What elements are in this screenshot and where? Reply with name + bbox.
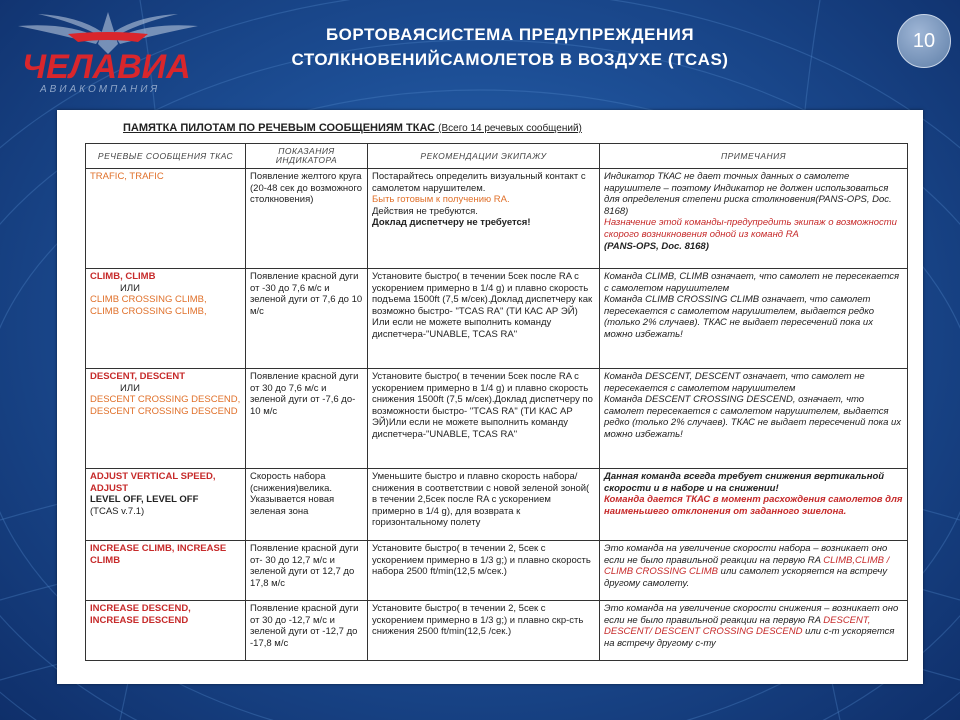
indicator-text: Появление красной дуги от- 30 до 12,7 м/с и зеленой дуги от 12,7 до 17,8 м/с (250, 543, 359, 589)
recommendation-cell (368, 601, 600, 661)
indicator-cell (246, 469, 368, 541)
table-row (86, 601, 908, 661)
message-text: DESCENT CROSSING DESCEND, (90, 394, 241, 406)
message-text: LEVEL OFF, LEVEL OFF (90, 494, 199, 506)
rec-text: Или если не можете выполнить команду диспетчера-"UNABLE, TCAS RA" (372, 317, 552, 340)
notes-text: Команда дается ТКАС в момент расхождения самолетов для наименьшего отклонения от заданного эшелона. (604, 494, 903, 517)
rec-text: Установите быстро( в течении 5сек после RA с ускорением примерно в 1/4 g) и плавно скорость снижения 1500ft (7,5 м/сек).Доклад диспетчеру по возможности быстро- "TCAS RA" (ТИ КАС АР ЭЙ)Или если не можете выполнить команду диспетчера-"UNABLE, TCAS RA" (372, 371, 593, 440)
message-cell (86, 169, 246, 269)
rec-text: Действия не требуются. (372, 205, 478, 217)
column-header: РЕКОМЕНДАЦИИ ЭКИПАЖУ (368, 144, 600, 169)
notes-text: или самолет ускоряется на встречу другому самолету. (604, 566, 888, 589)
notes-text: (PANS-OPS, Doc. 8168) (604, 240, 709, 252)
title-line-2: СТОЛКНОВЕНИЙСАМОЛЕТОВ В ВОЗДУХЕ (TCAS) (291, 50, 729, 69)
message-text: CLIMB, CLIMB (90, 271, 156, 282)
notes-text: Команда CLIMB, CLIMB означает, что самолет не пересекается с самолетом нарушителем (604, 271, 900, 294)
table-row (86, 169, 908, 269)
recommendation-cell (368, 541, 600, 601)
notes-highlight: CLIMB,CLIMB / CLIMB CROSSING CLIMB (604, 554, 890, 578)
indicator-text: Появление красной дуги от 30 до -12,7 м/с и зеленой дуги от -12,7 до -17,8 м/с (250, 603, 359, 649)
logo-subtitle: АВИАКОМПАНИЯ (40, 84, 161, 95)
indicator-text: Появление желтого круга (250, 171, 362, 182)
notes-cell (600, 369, 908, 469)
indicator-cell (246, 169, 368, 269)
slide-title (230, 22, 790, 72)
title-line-1: БОРТОВАЯСИСТЕМА ПРЕДУПРЕЖДЕНИЯ (325, 25, 695, 44)
notes-text: Назначение этой команды-предупредить экипаж о возможности скорого возникновения одной из команд RA (604, 217, 897, 240)
message-cell (86, 541, 246, 601)
rec-text: Быть готовым к получению RA. (372, 194, 510, 206)
indicator-text: Появление красной дуги от -30 до 7,6 м/с и зеленой дуги от 7,6 до 10 м/с (250, 271, 363, 317)
recommendation-cell (368, 269, 600, 369)
notes-text: Команда CLIMB CROSSING CLIMB означает, что самолет пересекается с самолетом нарушителем, выдается редко (только 2% случаев). ТКАС не выдает пересечений пока их можно избежать! (604, 294, 875, 340)
table-row (86, 541, 908, 601)
message-text: ADJUST VERTICAL SPEED, ADJUST (90, 471, 216, 494)
notes-cell (600, 269, 908, 369)
rec-text: Установите быстро( в течении 2, 5сек с ускорением примерно в 1/3 g;) и плавно скорость набора 2500 ft/min(12,5 м/сек.) (372, 543, 591, 578)
rec-text: Установите быстро( в течении 2, 5сек с ускорением примерно в 1/3 g;) и плавно скр-сть снижения 2500 ft/min(12,5 /сек.) (372, 603, 584, 638)
indicator-cell (246, 369, 368, 469)
table-header-row (86, 144, 908, 169)
notes-text: Команда DESCENT CROSSING DESCEND, означает, что самолет пересекается с самолетом нарушителем, выдается редко (только 2% случаев). ТКАС не выдает пересечений пока их можно избежать! (604, 394, 902, 440)
memo-title-note: (Всего 14 речевых сообщений) (438, 123, 582, 134)
notes-text: Это команда на увеличение скорости набора – возникает оно если не было правильной реакции на первую RA (604, 543, 888, 566)
table-row (86, 469, 908, 541)
message-text: (TCAS v.7.1) (90, 505, 145, 517)
indicator-text: (20-48 сек до возможного столкновения) (250, 182, 363, 206)
message-cell (86, 469, 246, 541)
rec-text: Уменьшите быстро и плавно скорость набора/снижения в соответствии с новой зеленой зоной( в течении 2,5сек после RA с ускорением примерно в 1/4 g), для возврата к горизонтальному полету (372, 471, 590, 529)
column-header: ПОКАЗАНИЯ ИНДИКАТОРА (246, 144, 368, 169)
notes-cell (600, 601, 908, 661)
notes-cell (600, 169, 908, 269)
indicator-cell (246, 601, 368, 661)
rec-text: Установите быстро( в течении 5сек после RA с ускорением примерно в 1/4 g) и плавно скорость подъема 1500ft (7,5 м/сек).Доклад диспетчеру как возможно быстро- "TCAS RA" (ТИ КАС АР ЭЙ) (372, 271, 593, 317)
message-text: INCREASE DESCEND, INCREASE DESCEND (90, 603, 191, 626)
slide-number-badge: 10 (897, 14, 951, 68)
table-row (86, 369, 908, 469)
message-text: CLIMB CROSSING CLIMB, (90, 305, 207, 317)
notes-cell (600, 541, 908, 601)
indicator-text: Скорость набора (снижения)велика. Указывается новая зеленая зона (250, 471, 335, 517)
message-cell (86, 369, 246, 469)
column-header: ПРИМЕЧАНИЯ (600, 144, 908, 169)
recommendation-cell (368, 169, 600, 269)
notes-text: Команда DESCENT, DESCENT означает, что самолет не пересекается с самолетом нарушителем (604, 371, 865, 394)
memo-title (123, 122, 582, 134)
recommendation-cell (368, 369, 600, 469)
column-header: РЕЧЕВЫЕ СООБЩЕНИЯ ТКАС (86, 144, 246, 169)
notes-text: Данная команда всегда требует снижения вертикальной скорости и в наборе и на снижении! (604, 471, 885, 494)
logo-wordmark: ЧЕЛАВИА (22, 48, 191, 86)
notes-text: Это команда на увеличение скорости снижения – возникает оно если не было правильной реакции на первую RA (604, 603, 899, 626)
message-cell (86, 269, 246, 369)
indicator-text: Появление красной дуги от 30 до 7,6 м/с и зеленой дуги от -7,6 до- 10 м/с (250, 371, 359, 417)
message-cell (86, 601, 246, 661)
tcas-memo-table (85, 143, 908, 661)
rec-text: Доклад диспетчеру не требуется! (372, 217, 531, 229)
message-text: ИЛИ (120, 282, 140, 294)
memo-sheet (57, 110, 923, 684)
notes-text: Индикатор ТКАС не дает точных данных о самолете нарушителе – поэтому Индикатор не должен использоваться для определения степени риска столкновения(PANS-OPS, Doc. 8168) (604, 171, 892, 217)
table-row (86, 269, 908, 369)
rec-text: Постарайтесь определить визуальный контакт с самолетом нарушителем. (372, 171, 586, 194)
message-text: DESCENT, DESCENT (90, 371, 186, 382)
recommendation-cell (368, 469, 600, 541)
company-logo (8, 4, 208, 96)
indicator-cell (246, 269, 368, 369)
notes-highlight: DESCENT, DESCENT/ DESCENT CROSSING DESCEND (604, 614, 871, 638)
message-text: TRAFIC, TRAFIC (90, 171, 164, 182)
message-text: ИЛИ (120, 382, 140, 394)
memo-title-main: ПАМЯТКА ПИЛОТАМ ПО РЕЧЕВЫМ СООБЩЕНИЯМ ТКАС (123, 122, 436, 134)
indicator-cell (246, 541, 368, 601)
notes-cell (600, 469, 908, 541)
notes-text: или с-т ускоряется на встречу другому с-ту (604, 626, 895, 649)
message-text: DESCENT CROSSING DESCEND (90, 405, 238, 417)
message-text: INCREASE CLIMB, INCREASE CLIMB (90, 543, 227, 566)
message-text: CLIMB CROSSING CLIMB, (90, 294, 207, 306)
